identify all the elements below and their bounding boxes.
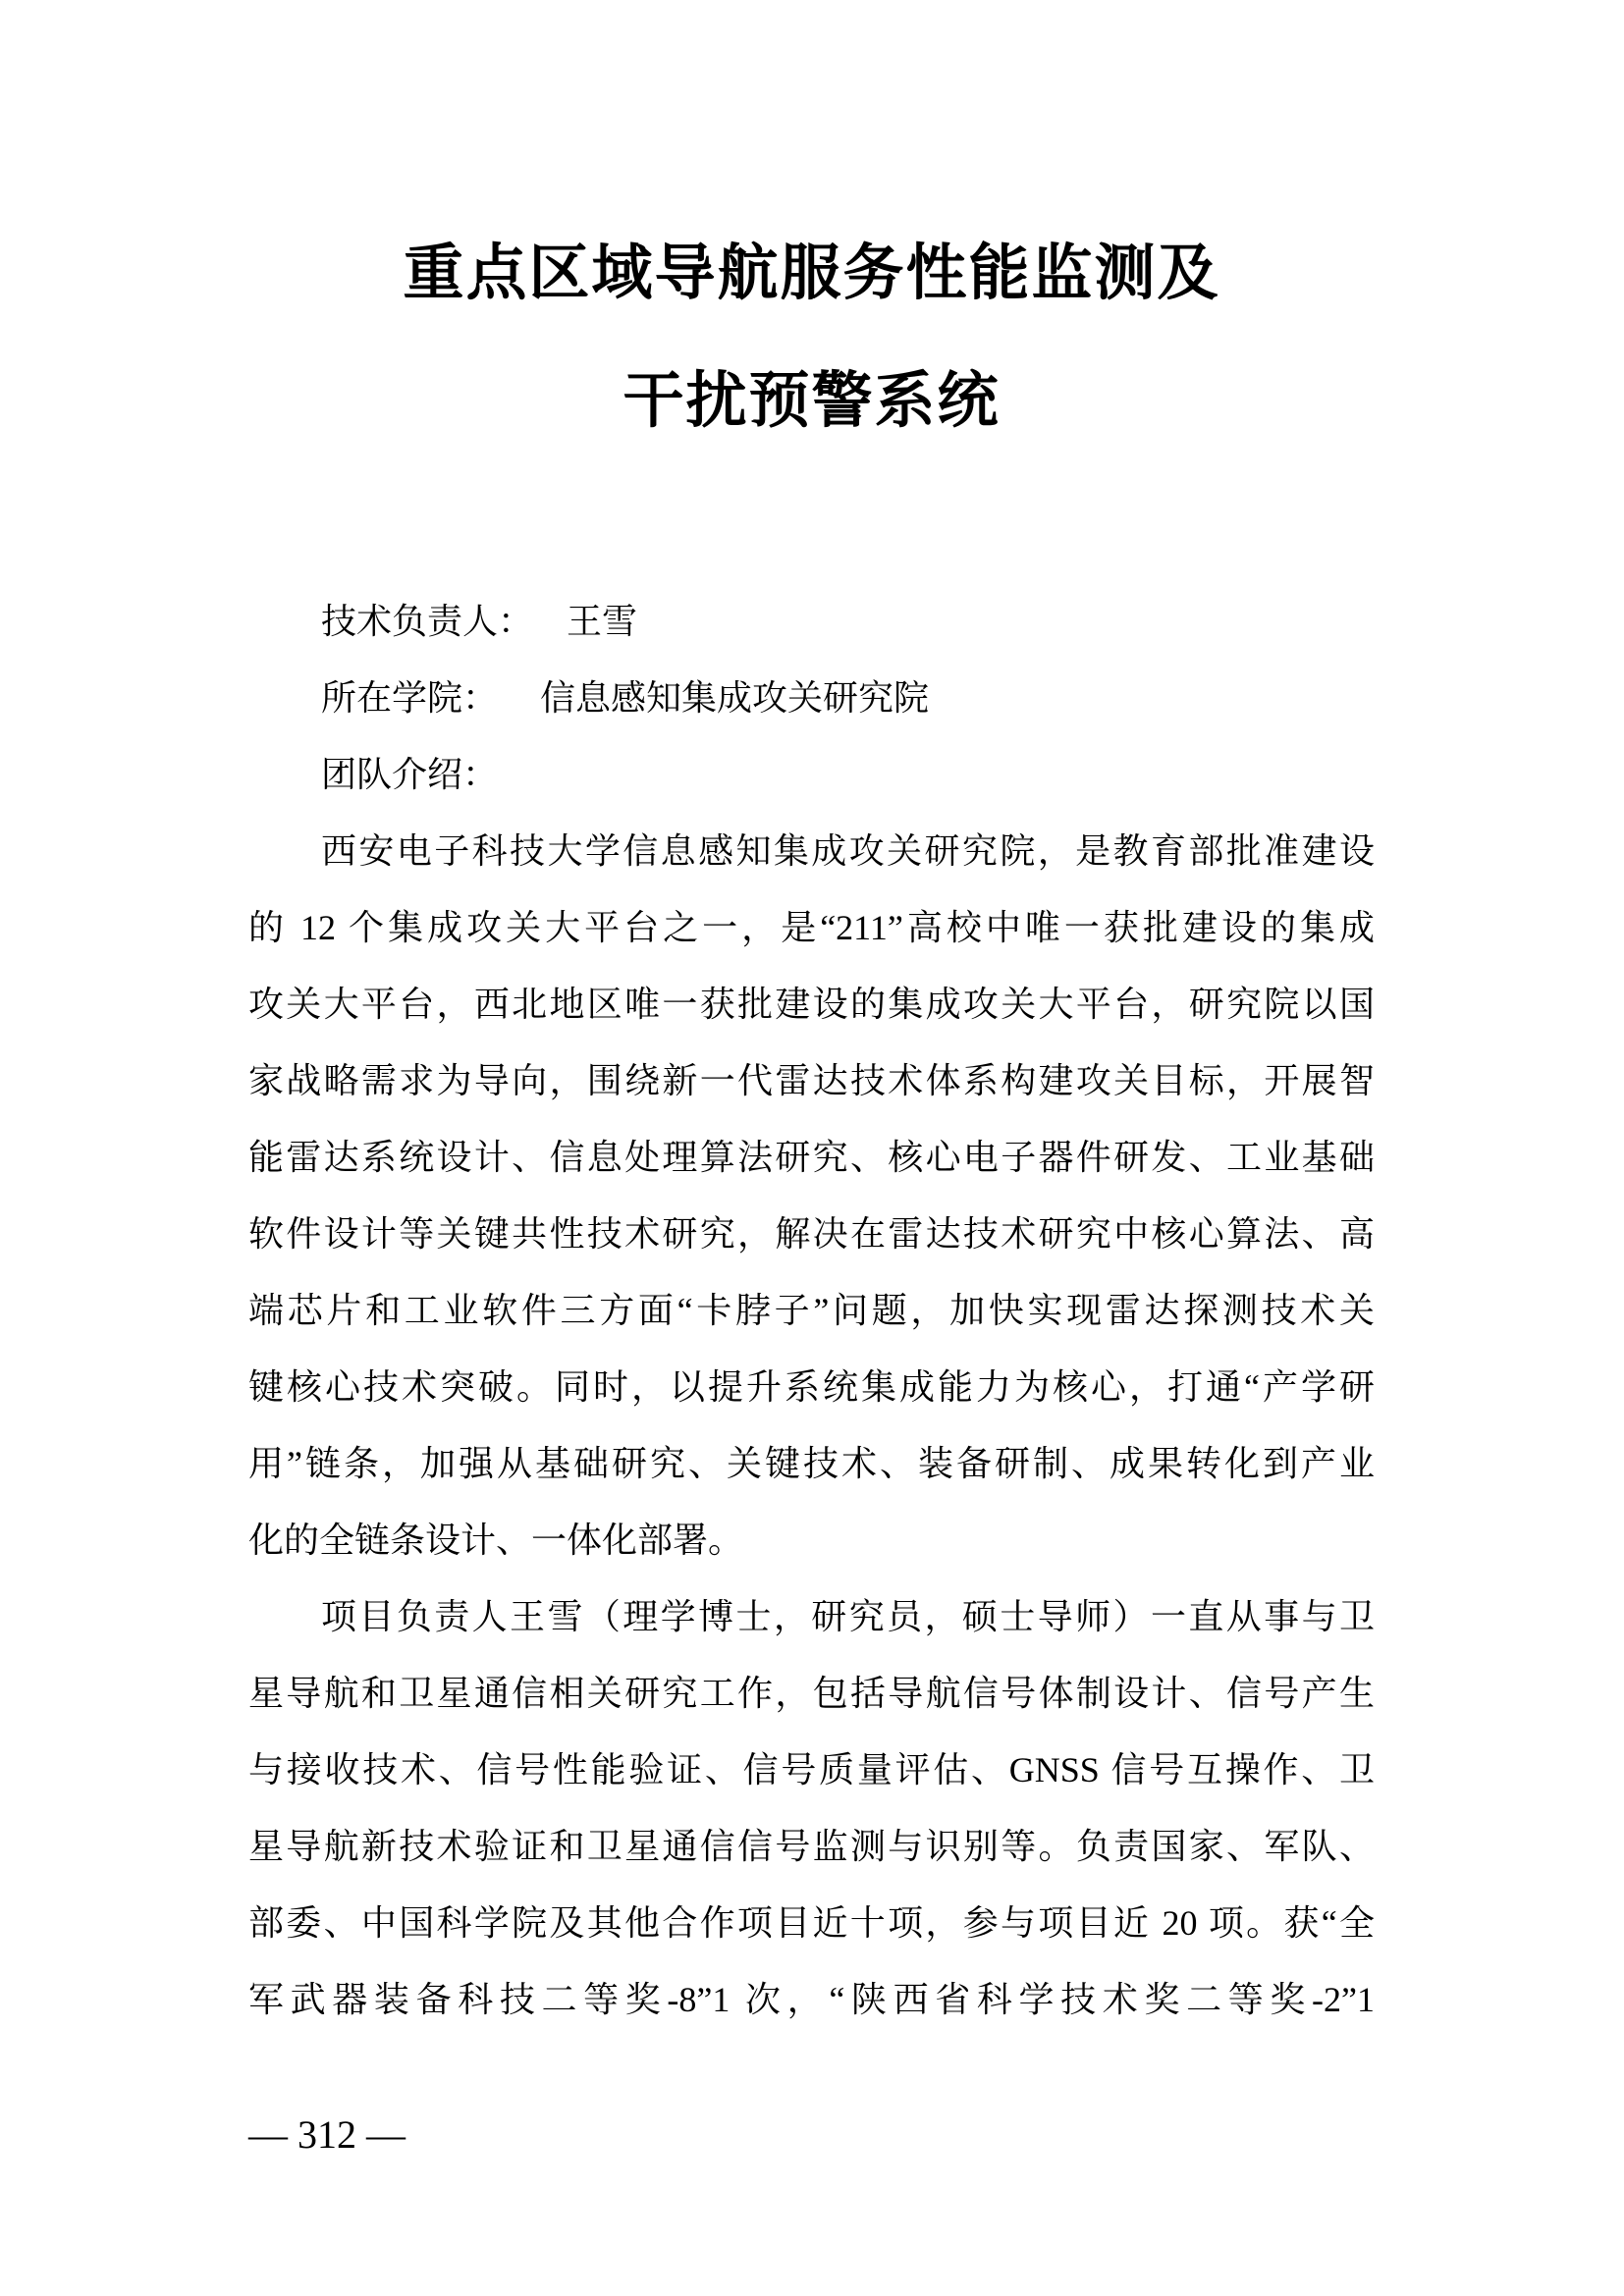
text-line: 西安电子科技大学信息感知集成攻关研究院，是教育部批准建设 <box>321 831 1375 871</box>
text-line: 部委、中国科学院及其他合作项目近十项，参与项目近 20 项。获“全 <box>248 1903 1375 1943</box>
text-line: 家战略需求为导向，围绕新一代雷达技术体系构建攻关目标，开展智 <box>248 1061 1375 1100</box>
text-line: 能雷达系统设计、信息处理算法研究、核心电子器件研发、工业基础 <box>248 1138 1375 1177</box>
tech-leader-label: 技术负责人： <box>321 602 534 641</box>
text-line: 项目负责人王雪（理学博士，研究员，硕士导师）一直从事与卫 <box>321 1597 1375 1636</box>
page-number: — 312 — <box>248 2112 406 2157</box>
text-line: 软件设计等关键共性技术研究，解决在雷达技术研究中核心算法、高 <box>248 1214 1375 1254</box>
college-value: 信息感知集成攻关研究院 <box>540 678 930 718</box>
text-line: 用”链条，加强从基础研究、关键技术、装备研制、成果转化到产业 <box>248 1444 1375 1483</box>
tech-leader-value: 王雪 <box>567 602 638 641</box>
text-line: 军武器装备科技二等奖-8”1 次，“陕西省科学技术奖二等奖-2”1 <box>248 1980 1375 2019</box>
text-line: 键核心技术突破。同时，以提升系统集成能力为核心，打通“产学研 <box>248 1367 1375 1407</box>
info-line-team-intro <box>248 736 1375 813</box>
text-line: 端芯片和工业软件三方面“卡脖子”问题，加快实现雷达探测技术关 <box>248 1291 1375 1330</box>
paragraph-institute-intro <box>248 813 1375 1578</box>
text-line: 与接收技术、信号性能验证、信号质量评估、GNSS 信号互操作、卫 <box>248 1750 1375 1789</box>
text-line: 星导航和卫星通信相关研究工作，包括导航信号体制设计、信号产生 <box>248 1674 1375 1713</box>
title-line-1: 重点区域导航服务性能监测及 <box>403 240 1220 307</box>
paragraph-leader-intro <box>248 1578 1375 2038</box>
team-intro-label: 团队介绍： <box>321 755 499 794</box>
document-body <box>248 583 1375 2038</box>
text-line: 化的全链条设计、一体化部署。 <box>248 1521 744 1560</box>
info-line-college <box>248 660 1375 736</box>
text-line: 的 12 个集成攻关大平台之一，是“211”高校中唯一获批建设的集成 <box>248 908 1375 947</box>
college-label: 所在学院： <box>321 678 499 718</box>
document-title <box>248 210 1375 465</box>
text-line: 攻关大平台，西北地区唯一获批建设的集成攻关大平台，研究院以国 <box>248 985 1375 1024</box>
title-line-2: 干扰预警系统 <box>623 368 1001 435</box>
text-line: 星导航新技术验证和卫星通信信号监测与识别等。负责国家、军队、 <box>248 1827 1375 1866</box>
info-line-tech-leader <box>248 583 1375 660</box>
